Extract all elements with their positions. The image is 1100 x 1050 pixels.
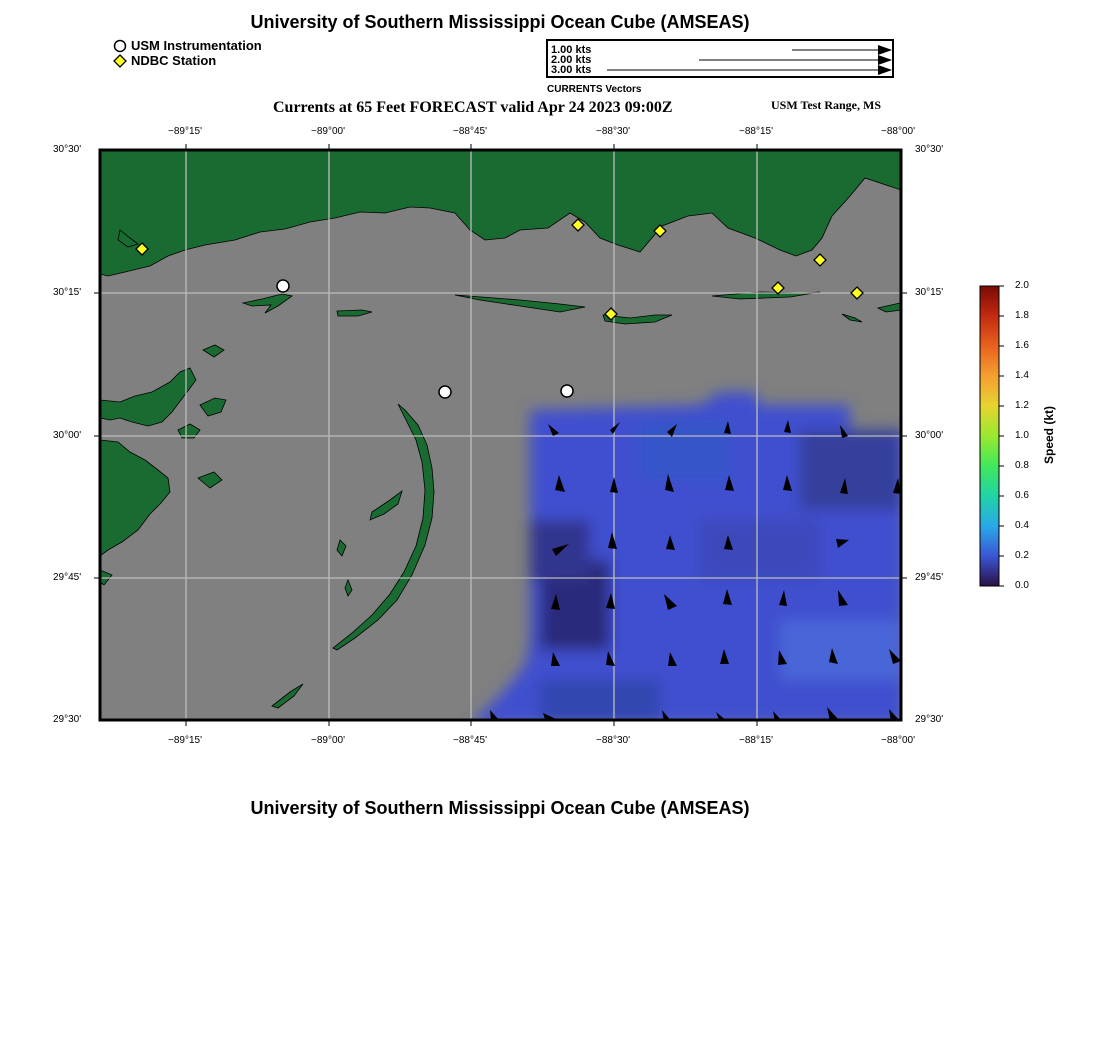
- legend-usm-label: USM Instrumentation: [131, 38, 262, 53]
- lat-tick-right-5: 29°30': [915, 714, 944, 725]
- lon-tick-top-3: −88°45': [453, 126, 487, 137]
- lon-tick-top-5: −88°15': [739, 126, 773, 137]
- vector-caption: CURRENTS Vectors: [547, 84, 642, 95]
- colorbar-label: 1.2: [1015, 400, 1029, 411]
- range-label: USM Test Range, MS: [771, 98, 882, 112]
- lat-tick-right-4: 29°45': [915, 572, 944, 583]
- forecast-subtitle: Currents at 65 Feet FORECAST valid Apr 24 2023 09:00Z: [273, 99, 673, 116]
- lat-tick-right-3: 30°00': [915, 430, 944, 441]
- colorbar-label: 1.4: [1015, 370, 1029, 381]
- colorbar-ticks: [999, 286, 1004, 586]
- usm-marker[interactable]: [561, 385, 573, 397]
- colorbar-label: 1.6: [1015, 340, 1029, 351]
- colorbar-label: 2.0: [1015, 280, 1029, 291]
- lat-tick-left-4: 29°45': [53, 572, 82, 583]
- lon-tick-bottom-1: −89°15': [168, 735, 202, 746]
- lon-tick-bottom-6: −88°00': [881, 735, 915, 746]
- colorbar: [980, 286, 999, 586]
- colorbar-label: 0.2: [1015, 550, 1029, 561]
- colorbar-title: Speed (kt): [1042, 405, 1057, 465]
- usm-marker[interactable]: [277, 280, 289, 292]
- lon-tick-top-4: −88°30': [596, 126, 630, 137]
- vector-label-2: 2.00 kts: [551, 54, 592, 66]
- colorbar-label: 0.0: [1015, 580, 1029, 591]
- lat-tick-right-1: 30°30': [915, 144, 944, 155]
- usm-marker[interactable]: [439, 386, 451, 398]
- footer-title: University of Southern Mississippi Ocean Cube (AMSEAS): [250, 798, 750, 818]
- lat-tick-left-1: 30°30': [53, 144, 82, 155]
- colorbar-label: 1.8: [1015, 310, 1029, 321]
- lon-tick-bottom-3: −88°45': [453, 735, 487, 746]
- lat-tick-left-5: 29°30': [53, 714, 82, 725]
- lon-tick-bottom-4: −88°30': [596, 735, 630, 746]
- colorbar-label: 1.0: [1015, 430, 1029, 441]
- lat-tick-left-3: 30°00': [53, 430, 82, 441]
- current-speed-field: [470, 392, 905, 725]
- lon-tick-top-1: −89°15': [168, 126, 202, 137]
- colorbar-label: 0.4: [1015, 520, 1029, 531]
- map-title: University of Southern Mississippi Ocean Cube (AMSEAS): [250, 12, 750, 32]
- legend-ndbc-label: NDBC Station: [131, 53, 217, 68]
- lat-tick-left-2: 30°15': [53, 287, 82, 298]
- lon-tick-top-6: −88°00': [881, 126, 915, 137]
- lon-tick-bottom-2: −89°00': [311, 735, 345, 746]
- colorbar-label: 0.6: [1015, 490, 1029, 501]
- lon-tick-bottom-5: −88°15': [739, 735, 773, 746]
- lat-tick-right-2: 30°15': [915, 287, 944, 298]
- vector-label-3: 3.00 kts: [551, 64, 592, 76]
- vector-label-1: 1.00 kts: [551, 44, 592, 56]
- lon-tick-top-2: −89°00': [311, 126, 345, 137]
- colorbar-label: 0.8: [1015, 460, 1029, 471]
